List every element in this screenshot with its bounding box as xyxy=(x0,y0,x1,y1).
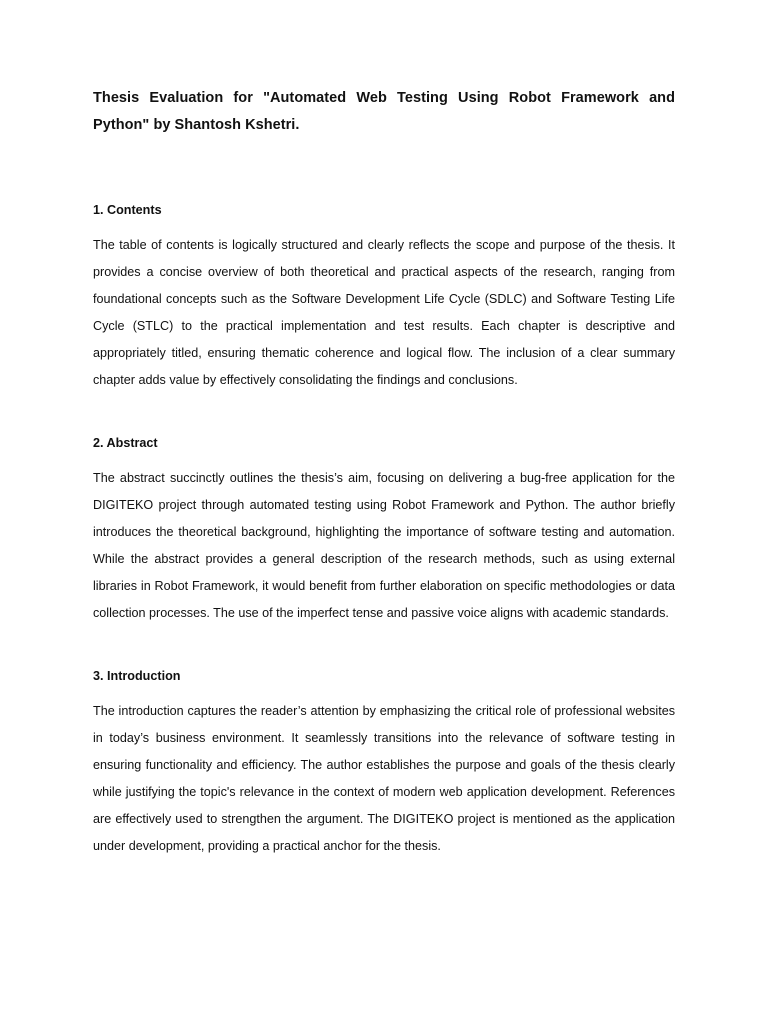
section-body-contents: The table of contents is logically structured and clearly reflects the scope and purpose of the thesis. It provides a concise overview of both theoretical and practical aspects of the research, ranging from foundational concepts such as the Software Development Life Cycle (SDLC) and Software Testing Life Cycle (STLC) to the practical implementation and test results. Each chapter is descriptive and appropriately titled, ensuring thematic coherence and logical flow. The inclusion of a clear summary chapter adds value by effectively consolidating the findings and conclusions. xyxy=(93,238,675,387)
section-heading-introduction: 3. Introduction xyxy=(93,669,181,683)
document-title: Thesis Evaluation for "Automated Web Testing Using Robot Framework and Python" by Shantosh Kshetri. xyxy=(93,90,675,133)
section-body-abstract: The abstract succinctly outlines the thesis’s aim, focusing on delivering a bug-free application for the DIGITEKO project through automated testing using Robot Framework and Python. The author briefly introduces the theoretical background, highlighting the importance of software testing and automation. While the abstract provides a general description of the research methods, such as using external libraries in Robot Framework, it would benefit from further elaboration on specific methodologies or data collection processes. The use of the imperfect tense and passive voice aligns with academic standards. xyxy=(93,471,675,620)
section-body-introduction: The introduction captures the reader’s attention by emphasizing the critical role of professional websites in today’s business environment. It seamlessly transitions into the relevance of software testing in ensuring functionality and efficiency. The author establishes the purpose and goals of the thesis clearly while justifying the topic's relevance in the context of modern web application development. References are effectively used to strengthen the argument. The DIGITEKO project is mentioned as the application under development, providing a practical anchor for the thesis. xyxy=(93,704,675,853)
document-page xyxy=(93,0,675,1024)
section-heading-abstract: 2. Abstract xyxy=(93,436,158,450)
section-heading-contents: 1. Contents xyxy=(93,203,162,217)
